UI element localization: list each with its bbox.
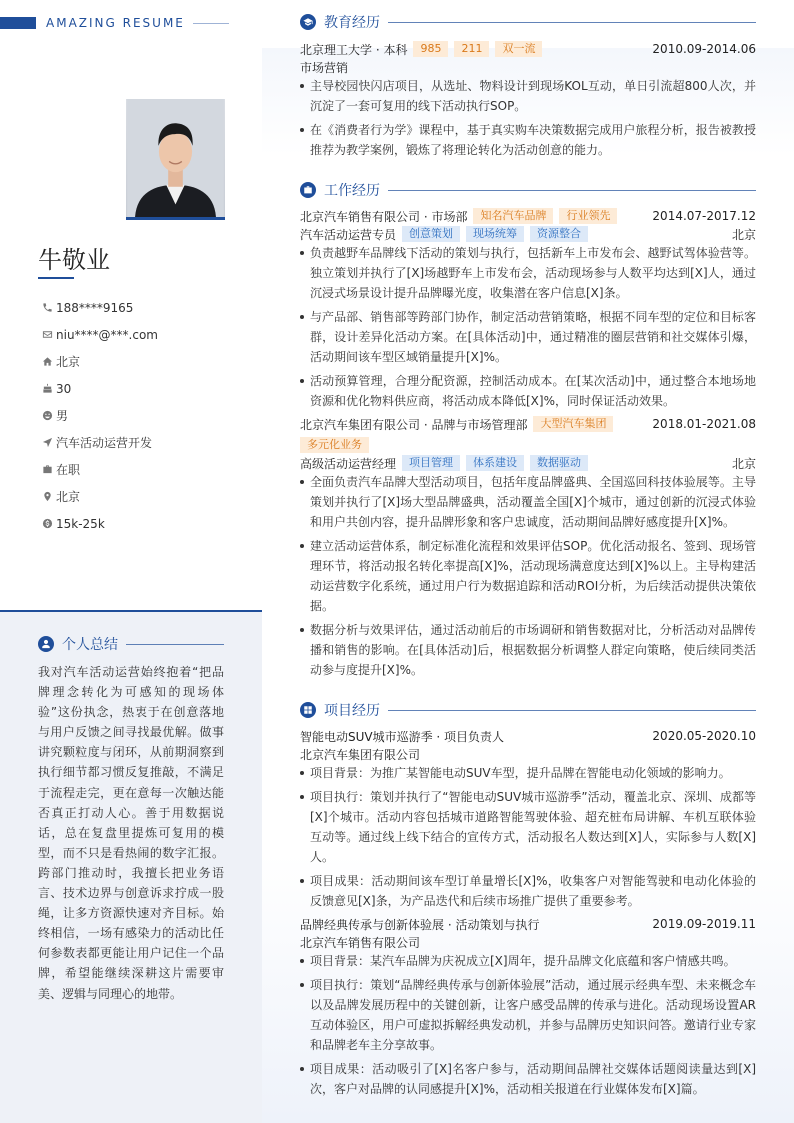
list-item: 项目执行：策划“品牌经典传承与创新体验展”活动，通过展示经典车型、未来概念车以及品牌发展历程中的关键创新，让客户感受品牌的传承与进化。活动现场设置AR互动体验区，用户可虚拟拆解经典发动机，并参与品牌历史知识问答。邀请行业专家和品牌老车主分享故事。 (300, 975, 756, 1055)
brand-header (0, 16, 229, 30)
list-item: 负责越野车品牌线下活动的策划与执行，包括新车上市发布会、越野试驾体验营等。独立策划并执行了[X]场越野车上市发布会，活动现场参与人数平均达到[X]人，通过沉浸式场景设计提升品牌曝光度，收集潜在客户信息[X]条。 (300, 243, 756, 303)
job-city: 北京 (731, 456, 756, 471)
education-divider (388, 22, 756, 23)
avatar-illustration (126, 99, 225, 217)
summary-divider (126, 644, 224, 645)
project-name: 品牌经典传承与创新体验展 · 活动策划与执行 (300, 917, 540, 932)
summary-title: 个人总结 (62, 637, 118, 653)
list-item: 在《消费者行为学》课程中，基于真实购车决策数据完成用户旅程分析，报告被教授推荐为教学案例，锻炼了将理论转化为活动创意的能力。 (300, 120, 756, 160)
work-title: 工作经历 (324, 183, 380, 199)
education-title: 教育经历 (324, 15, 380, 31)
brand-line (193, 23, 229, 24)
project-org: 北京汽车销售有限公司 (300, 935, 421, 950)
project-org-row (300, 745, 756, 763)
project-org-row (300, 933, 756, 951)
education-major-row (300, 58, 756, 76)
phone-icon (38, 302, 56, 313)
company-tag: 多元化业务 (300, 437, 369, 453)
summary-header (38, 634, 224, 654)
money-icon (38, 518, 56, 529)
list-item: 项目背景：某汽车品牌为庆祝成立[X]周年，提升品牌文化底蕴和客户情感共鸣。 (300, 951, 756, 971)
job-date: 2014.07-2017.12 (652, 209, 756, 223)
job-company-tag-row (300, 436, 756, 454)
list-item: 项目执行：策划并执行了“智能电动SUV城市巡游季”活动，覆盖北京、深圳、成都等[X]个城市。活动内容包括城市道路智能驾驶体验、超充桩布局讲解、车机互联体验互动等。通过线上线下结合的宣传方式，活动报名人数达到[X]人，实际参与人数[X]人。 (300, 787, 756, 867)
profile-photo (126, 99, 225, 220)
work-header (300, 180, 756, 200)
target-job-text: 汽车活动运营开发 (56, 436, 153, 450)
role-tag: 现场统筹 (466, 226, 524, 242)
role-tag: 项目管理 (402, 455, 460, 471)
graduation-cap-icon (300, 14, 316, 30)
project-bullets (300, 763, 756, 915)
contact-info-list (38, 294, 248, 537)
location-text: 北京 (56, 490, 81, 504)
job-role-row (300, 225, 756, 243)
list-item: 建立活动运营体系，制定标准化流程和效果评估SOP。优化活动报名、签到、现场管理环节，将活动报名转化率提高[X]%，活动现场满意度达到[X]%以上。主导构建活动运营数字化系统，通过用户行为数据追踪和活动ROI分析，为后续活动提供决策依据。 (300, 536, 756, 616)
company-name: 北京汽车销售有限公司 · 市场部 (300, 209, 468, 224)
info-age (38, 375, 248, 402)
home-icon (38, 356, 56, 367)
list-item: 项目成果：活动期间该车型订单量增长[X]%，收集客户对智能驾驶和电动化体验的反馈意见[X]条，为产品迭代和后续市场推广提供了重要参考。 (300, 871, 756, 911)
job-bullets (300, 243, 756, 415)
list-item: 全面负责汽车品牌大型活动项目，包括年度品牌盛典、全国巡回科技体验展等。主导策划并执行了[X]场大型品牌盛典，活动覆盖全国[X]个城市，通过创新的沉浸式体验和用户共创内容，提升品牌形象和客户忠诚度，活动期间品牌好感度提升[X]%。 (300, 472, 756, 532)
list-item: 数据分析与效果评估，通过活动前后的市场调研和销售数据对比，分析活动对品牌传播和销售的影响。在[具体活动]后，根据数据分析调整人群定向策略，使后续同类活动参与度提升[X]%。 (300, 620, 756, 680)
job-role: 汽车活动运营专员 (300, 227, 397, 242)
candidate-name: 牛敬业 (38, 246, 110, 274)
info-gender (38, 402, 248, 429)
brand-bar (0, 17, 36, 29)
info-location (38, 483, 248, 510)
info-home (38, 348, 248, 375)
role-tag: 体系建设 (466, 455, 524, 471)
job-bullets (300, 472, 756, 684)
school-tag: 双一流 (495, 41, 542, 57)
education-bullets (300, 76, 756, 164)
education-school-row (300, 40, 756, 58)
list-item: 项目成果：活动吸引了[X]名客户参与，活动期间品牌社交媒体话题阅读量达到[X]次，客户对品牌的认同感提升[X]%，活动相关报道在行业媒体发布[X]篇。 (300, 1059, 756, 1099)
project-date: 2019.09-2019.11 (652, 917, 756, 931)
company-name: 北京汽车集团有限公司 · 品牌与市场管理部 (300, 417, 528, 432)
briefcase-icon (300, 182, 316, 198)
info-email (38, 321, 248, 348)
gender-text: 男 (56, 409, 69, 423)
project-name: 智能电动SUV城市巡游季 · 项目负责人 (300, 729, 505, 744)
location-icon (38, 491, 56, 502)
education-header (300, 12, 756, 32)
phone-text: 188****9165 (56, 300, 134, 315)
major: 市场营销 (300, 60, 349, 75)
education-date: 2010.09-2014.06 (652, 42, 756, 56)
projects-title: 项目经历 (324, 703, 380, 719)
list-item: 活动预算管理，合理分配资源，控制活动成本。在[某次活动]中，通过整合本地场地资源和优化物料供应商，将活动成本降低[X]%，同时保证活动效果。 (300, 371, 756, 411)
school-name: 北京理工大学 · 本科 (300, 42, 408, 57)
role-tag: 资源整合 (530, 226, 588, 242)
job-role-row (300, 454, 756, 472)
list-item: 项目背景：为推广某智能电动SUV车型，提升品牌在智能电动化领域的影响力。 (300, 763, 756, 783)
project-bullets (300, 951, 756, 1103)
job-date: 2018.01-2021.08 (652, 417, 756, 431)
role-tag: 数据驱动 (530, 455, 588, 471)
job-company-row (300, 415, 756, 433)
project-org: 北京汽车集团有限公司 (300, 747, 421, 762)
email-text: niu****@***.com (56, 327, 158, 342)
projects-divider (388, 710, 756, 711)
name-underline (38, 277, 74, 279)
mail-icon (38, 329, 56, 340)
summary-text: 我对汽车活动运营始终抱着“把品牌理念转化为可感知的现场体验”这份执念，热衷于在创意落地与用户反馈之间寻找最优解。做事讲究颗粒度与闭环，从前期洞察到执行细节都习惯反复推敲，不满足于流程走完，更在意每一次触达能否真正打动人心。善于用数据说话，总在复盘里提炼可复用的模型，而不只是看热闹的数字汇报。跨部门推动时，我擅长把业务语言、技术边界与创意诉求拧成一股绳，让多方资源快速对齐目标。始终相信，一场有感染力的活动比任何参数表都更能让用户记住一个品牌，希望能继续深耕这片需要审美、逻辑与同理心的地带。 (38, 665, 224, 1001)
list-item: 与产品部、销售部等跨部门协作，制定活动营销策略，根据不同车型的定位和目标客群，设计差异化活动方案。在[具体活动]中，通过精准的圈层营销和社交媒体引爆，活动期间该车型区域销量提升[X]%。 (300, 307, 756, 367)
project-name-row (300, 915, 756, 933)
face-icon (38, 410, 56, 421)
status-text: 在职 (56, 463, 81, 477)
job-role: 高级活动运营经理 (300, 456, 397, 471)
list-item: 主导校园快闪店项目，从选址、物料设计到现场KOL互动，单日引流超800人次，并沉淀了一套可复用的线下活动执行SOP。 (300, 76, 756, 116)
project-name-row (300, 727, 756, 745)
project-date: 2020.05-2020.10 (652, 729, 756, 743)
user-icon (38, 636, 54, 652)
send-icon (38, 437, 56, 448)
role-tag: 创意策划 (402, 226, 460, 242)
job-company-row (300, 207, 756, 225)
info-salary (38, 510, 248, 537)
age-text: 30 (56, 381, 72, 396)
school-tag: 985 (413, 41, 448, 57)
grid-icon (300, 702, 316, 718)
briefcase-icon (38, 464, 56, 475)
brand-text: AMAZING RESUME (46, 16, 185, 30)
company-tag: 行业领先 (559, 208, 617, 224)
home-text: 北京 (56, 355, 81, 369)
company-tag: 大型汽车集团 (533, 416, 613, 432)
company-tag: 知名汽车品牌 (473, 208, 553, 224)
cake-icon (38, 383, 56, 394)
work-divider (388, 190, 756, 191)
info-phone (38, 294, 248, 321)
projects-header (300, 700, 756, 720)
salary-text: 15k-25k (56, 516, 105, 531)
info-status (38, 456, 248, 483)
school-tag: 211 (454, 41, 489, 57)
info-target-job (38, 429, 248, 456)
job-city: 北京 (731, 227, 756, 242)
